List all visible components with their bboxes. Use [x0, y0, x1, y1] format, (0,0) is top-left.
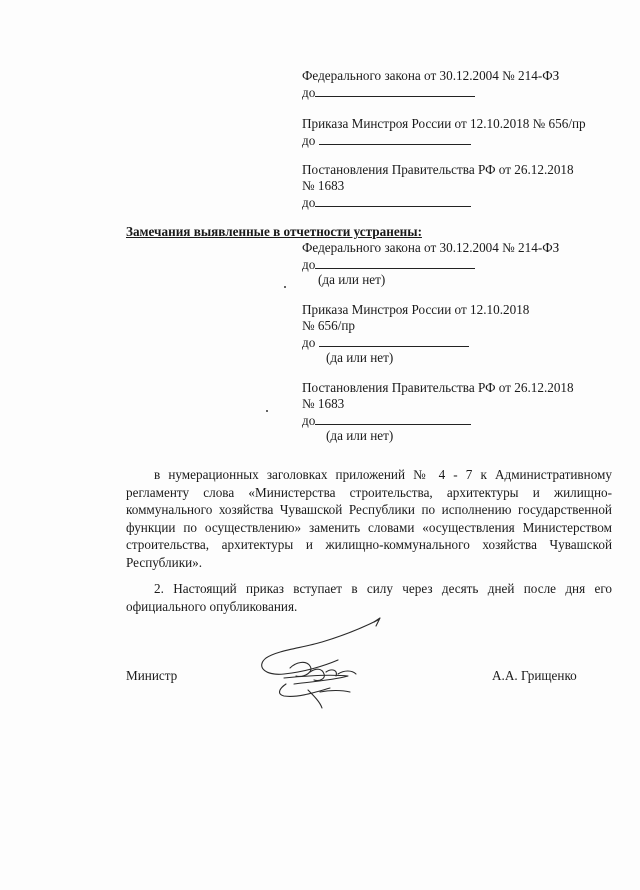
minstroy-reference-line: Приказа Минстроя России от 12.10.2018 № 656/пр	[302, 116, 586, 131]
deadline-label: до	[302, 85, 316, 100]
deadline-blank	[315, 194, 471, 207]
minstroy-reference-line: Приказа Минстроя России от 12.10.2018	[302, 302, 530, 317]
deadline-field-5	[302, 334, 469, 351]
deadline-label: до	[302, 133, 316, 148]
deadline-blank	[315, 256, 475, 269]
amendment-paragraph: в нумерационных заголовках приложений № 4 - 7 к Административному регламенту слова «Министерства строительства, архитектуры и жилищно-коммунального хозяйства Чувашской Республики по исполнению государственной функции по осуществлению» заменить словами «осуществления Министерством строительства, архитектуры и жилищно-коммунального хозяйства Чувашской Республики».	[126, 467, 612, 570]
signatory-name: А.А. Грищенко	[492, 668, 577, 683]
fz-reference-line: Федерального закона от 30.12.2004 № 214-ФЗ	[302, 240, 560, 255]
minstroy-number-line: № 656/пр	[302, 318, 355, 333]
pp-number-line: № 1683	[302, 396, 345, 411]
pp-number-line: № 1683	[302, 178, 345, 193]
yes-no-hint: (да или нет)	[326, 428, 394, 443]
deadline-field-4	[302, 256, 475, 273]
deadline-field-6	[302, 412, 471, 429]
deadline-label: до	[302, 335, 316, 350]
deadline-blank	[315, 84, 475, 97]
fz-reference-line: Федерального закона от 30.12.2004 № 214-ФЗ	[302, 68, 560, 83]
deadline-label: до	[302, 195, 316, 210]
scan-speck	[266, 410, 268, 412]
pp-reference-line: Постановления Правительства РФ от 26.12.2018	[302, 162, 574, 177]
scan-speck	[284, 286, 286, 288]
yes-no-hint: (да или нет)	[318, 272, 386, 287]
deadline-blank	[319, 334, 469, 347]
effective-date-paragraph: 2. Настоящий приказ вступает в силу через десять дней после дня его официального опубликования.	[126, 581, 612, 614]
deadline-blank	[315, 412, 471, 425]
deadline-label: до	[302, 413, 316, 428]
deadline-label: до	[302, 257, 316, 272]
deadline-blank	[319, 132, 471, 145]
deadline-field-3	[302, 194, 471, 211]
deadline-field-1	[302, 84, 475, 101]
deadline-field-2	[302, 132, 471, 149]
remarks-heading: Замечания выявленные в отчетности устранены:	[126, 224, 422, 239]
yes-no-hint: (да или нет)	[326, 350, 394, 365]
signatory-title: Министр	[126, 668, 178, 683]
pp-reference-line: Постановления Правительства РФ от 26.12.2018	[302, 380, 574, 395]
handwritten-signature	[250, 612, 390, 712]
